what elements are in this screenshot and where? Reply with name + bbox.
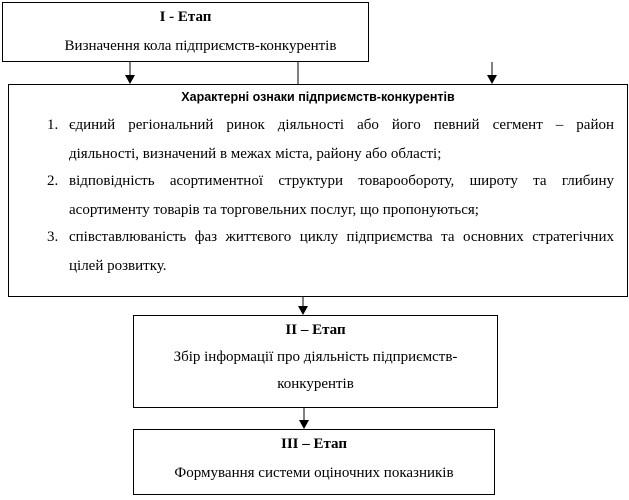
stage2-title: ІІ – Етап — [285, 322, 346, 338]
characteristics-box — [8, 84, 628, 297]
item-text-line2: асортименту товарів та торговельних послуг, що пропонуються; — [69, 202, 479, 218]
item-text-line1: єдиний регіональний ринок діяльності або його певний сегмент – район — [69, 117, 614, 133]
item-text-line1: співставлюваність фаз життєвого циклу підприємства та основних стратегічних — [69, 229, 614, 245]
stage3-box — [133, 429, 495, 495]
arrowhead-right — [487, 75, 497, 84]
arrowhead-left — [125, 75, 135, 84]
stage3-title: ІІІ – Етап — [280, 436, 347, 452]
item-number: 1. — [47, 117, 59, 133]
stage1-title: І - Етап — [159, 9, 212, 25]
item-number: 2. — [47, 173, 59, 189]
stage2-box — [133, 315, 498, 408]
item-text-line2: діяльності, визначений в межах міста, району або області; — [69, 146, 442, 162]
item-number: 3. — [47, 229, 59, 245]
item-text-line1: відповідність асортиментної структури товарообороту, широту та глибину — [69, 173, 614, 189]
stage2-text-line2: конкурентів — [277, 376, 354, 392]
stage2-text-line1: Збір інформації про діяльність підприємств- — [173, 349, 458, 365]
arrowhead-to-stage2 — [298, 306, 308, 315]
arrowhead-to-stage3 — [299, 420, 309, 429]
characteristics-title: Характерні ознаки підприємств-конкурентів — [181, 90, 455, 104]
item-text-line2: цілей розвитку. — [69, 258, 167, 274]
stage1-text: Визначення кола підприємств-конкурентів — [64, 38, 337, 54]
stage1-box — [2, 2, 369, 62]
stage3-text: Формування системи оціночних показників — [174, 465, 454, 481]
